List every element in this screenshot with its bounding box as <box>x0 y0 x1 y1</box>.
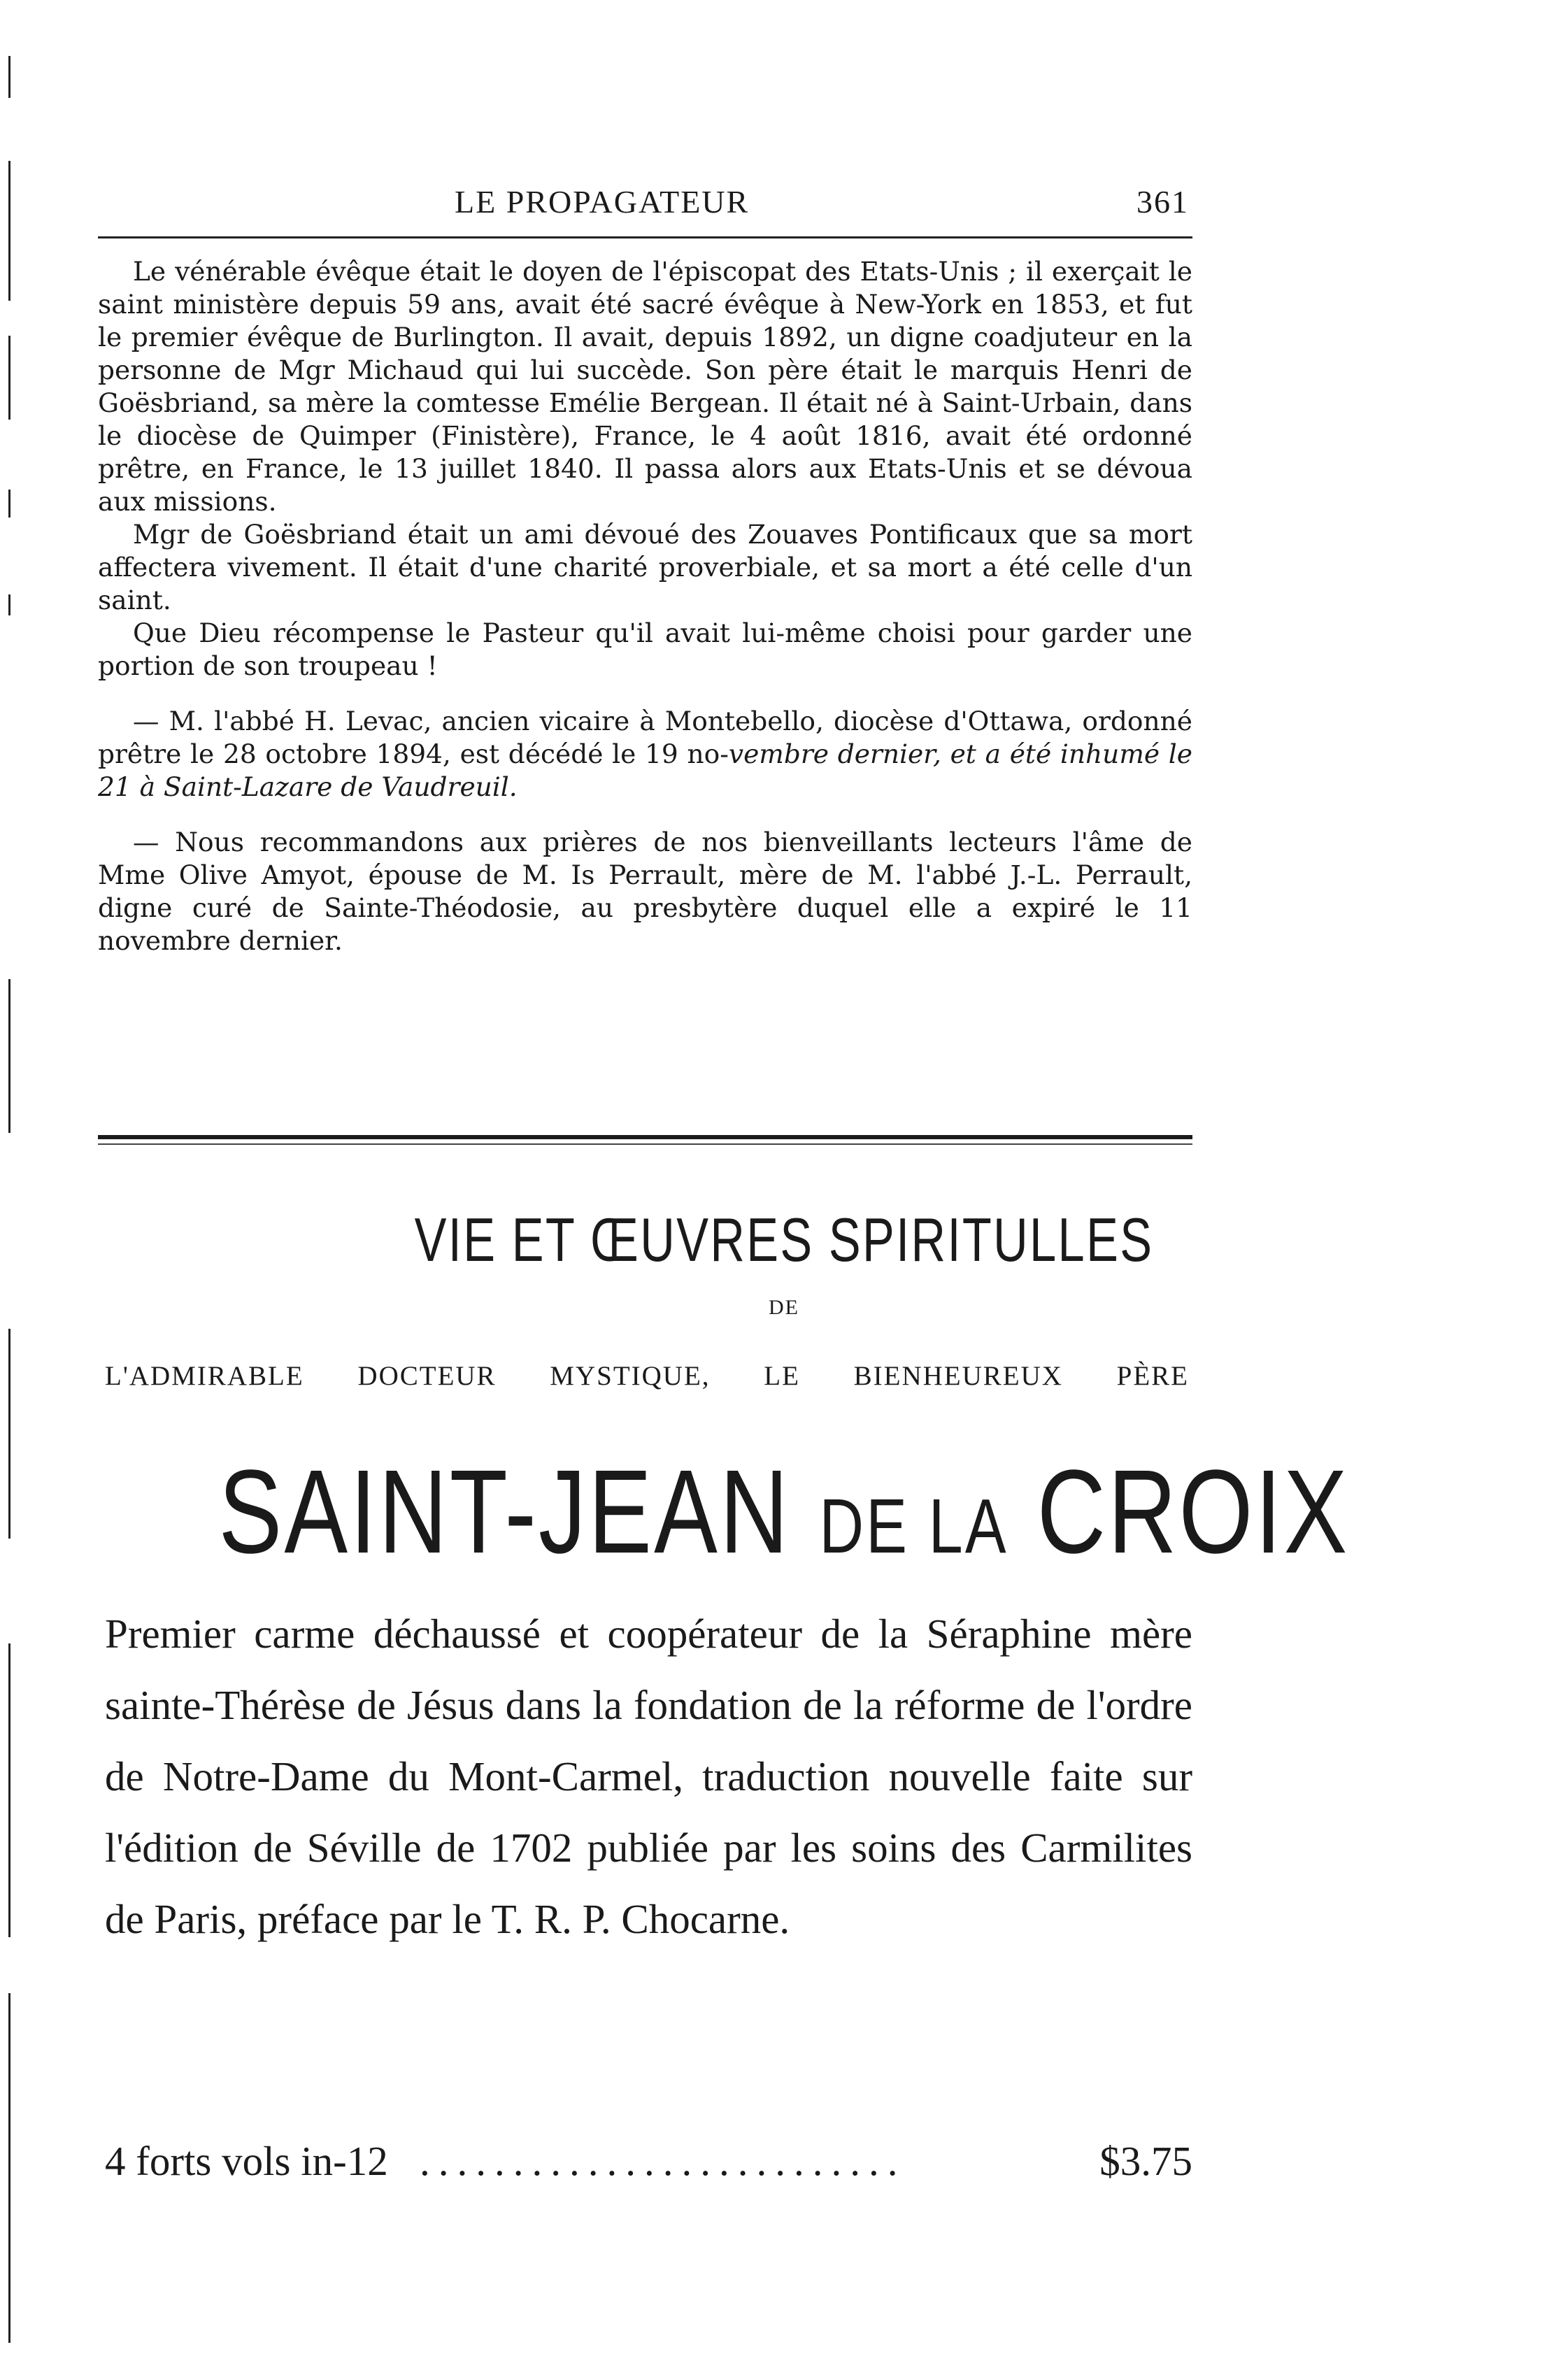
advert-subtitle: L'ADMIRABLE DOCTEUR MYSTIQUE, LE BIENHEUREUX PÈRE <box>105 1361 1189 1391</box>
notice-levac <box>98 705 1192 804</box>
advert-saint-name <box>157 1446 1411 1590</box>
notice-levac-roman: — M. l'abbé H. Levac, ancien vicaire à Montebello, diocèse d'Ottawa, ordonné prêtre le 28 octobre 1894, est décédé le 19 no- <box>98 706 1192 769</box>
paragraph: Mgr de Goësbriand était un ami dévoué des Zouaves Pontificaux que sa mort affectera vivement. Il était d'une charité proverbiale, et sa mort a été celle d'un saint. <box>98 519 1192 615</box>
paragraph: Le vénérable évêque était le doyen de l'épiscopat des Etats-Unis ; il exerçait le saint ministère depuis 59 ans, avait été sacré évêque à New-York en 1853, et fut le premier évêque de Burlington. Il avait, depuis 1892, un digne coadjuteur en la personne de Mgr Michaud qui lui succède. Son père était le marquis Henri de Goësbriand, sa mère la comtesse Emélie Bergean. Il était né à Saint-Urbain, dans le diocèse de Quimper (Finistère), France, le 4 août 1816, avait été ordonné prêtre, en France, le 13 juillet 1840. Il passa alors aux Etats-Unis et se dévoua aux missions. <box>98 256 1192 517</box>
notice-levac-italic: vembre dernier, et a été inhumé le 21 à Saint-Lazare de Vaudreuil. <box>98 739 1192 802</box>
notice-prayers: — Nous recommandons aux prières de nos bienveillants lecteurs l'âme de Mme Olive Amyot, épouse de M. Is Perrault, mère de M. l'abbé J.-L. Perrault, digne curé de Sainte-Théodosie, au presbytère duquel elle a expiré le 11 novembre dernier. <box>98 827 1192 956</box>
advert-de: DE <box>769 1296 799 1319</box>
saint-name-particle: DE LA <box>819 1483 1008 1569</box>
header-rule <box>98 236 1192 238</box>
running-title: LE PROPAGATEUR <box>455 184 750 220</box>
advert-title: VIE ET ŒUVRES SPIRITULLES <box>414 1205 1154 1274</box>
section-separator <box>98 1135 1192 1145</box>
advert-price-line <box>105 2137 1192 2193</box>
saint-name-part: CROIX <box>1036 1446 1350 1578</box>
binding-edge <box>6 0 15 2354</box>
obituary-text <box>98 255 1192 957</box>
price-leader-dots: .......................... <box>420 2138 906 2184</box>
price-label: 4 forts vols in-12 <box>105 2138 388 2184</box>
saint-name-part: SAINT-JEAN <box>218 1446 791 1578</box>
paragraph: Que Dieu récompense le Pasteur qu'il avait lui-même choisi pour garder une portion de son troupeau ! <box>98 618 1192 681</box>
advert-description: Premier carme déchaussé et coopérateur de la Séraphine mère sainte-Thérèse de Jésus dans la fondation de la réforme de l'ordre de Notre-Dame du Mont-Carmel, traduction nouvelle faite sur l'édition de Séville de 1702 publiée par les soins des Carmilites de Paris, préface par le T. R. P. Chocarne. <box>105 1611 1192 1942</box>
price-amount: $3.75 <box>1099 2138 1192 2184</box>
page-header <box>105 183 1189 225</box>
page-number: 361 <box>1136 184 1189 220</box>
